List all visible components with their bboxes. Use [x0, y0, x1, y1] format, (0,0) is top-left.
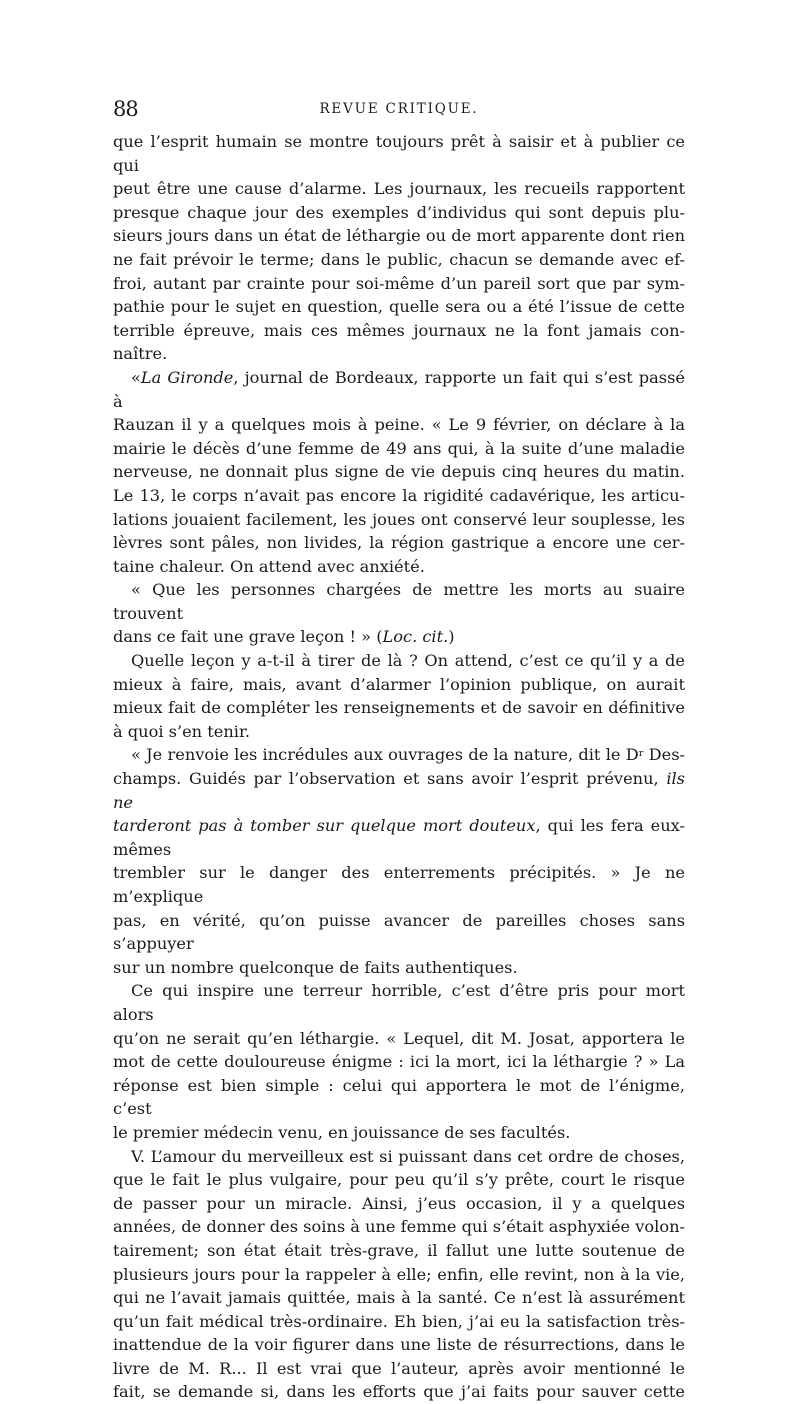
- text-line: froi, autant par crainte pour soi-même d’un pareil sort que par sym-: [113, 273, 685, 293]
- text-line: « Que les personnes chargées de mettre les morts au suaire trouvent: [113, 580, 685, 623]
- text-line: livre de M. R... Il est vrai que l’auteur, après avoir mentionné le: [113, 1358, 685, 1378]
- text-fragment: « Je renvoie les incrédules aux ouvrages de la nature, dit le D: [131, 745, 639, 765]
- text-line: qu’un fait médical très-ordinaire. Eh bien, j’ai eu la satisfaction très-: [113, 1311, 685, 1331]
- text-line: que le fait le plus vulgaire, pour peu qu’il s’y prête, court le risque: [113, 1170, 685, 1190]
- text-line: pathie pour le sujet en question, quelle sera ou a été l’issue de cette: [113, 297, 685, 317]
- text-line: naître.: [113, 344, 168, 364]
- text-line: inattendue de la voir figurer dans une liste de résurrections, dans le: [113, 1335, 685, 1355]
- text-line: à quoi s’en tenir.: [113, 721, 251, 741]
- page-number: 88: [113, 97, 138, 121]
- quote-mark: «: [131, 367, 141, 387]
- text-line: de passer pour un miracle. Ainsi, j’eus occasion, il y a quelques: [113, 1193, 685, 1213]
- text-fragment: ): [448, 627, 455, 647]
- newspaper-title: La Gironde: [140, 367, 234, 387]
- text-line: ne fait prévoir le terme; dans le public, chacun se demande avec ef-: [113, 249, 685, 269]
- text-line: [113, 743, 685, 767]
- text-line: sur un nombre quelconque de faits authentiques.: [113, 957, 518, 977]
- text-line: Quelle leçon y a-t-il à tirer de là ? On attend, c’est ce qu’il y a de: [131, 651, 685, 671]
- text-line: [113, 767, 685, 814]
- text-line: lèvres sont pâles, non livides, la région gastrique a encore une cer-: [113, 533, 685, 553]
- text-line: [113, 814, 685, 861]
- text-fragment: Des-: [643, 745, 685, 765]
- page-header: [113, 96, 685, 130]
- text-line: fait, se demande si, dans les efforts que j’ai faits pour sauver cette: [113, 1382, 685, 1402]
- text-line: tairement; son état était très-grave, il fallut une lutte soutenue de: [113, 1240, 685, 1260]
- book-page: [113, 96, 685, 1404]
- text-line: Le 13, le corps n’avait pas encore la rigidité cadavérique, les articu-: [113, 485, 685, 505]
- text-fragment: , qui les fera eux-mêmes: [113, 816, 685, 859]
- text-line: mieux à faire, mais, avant d’alarmer l’opinion publique, on aurait: [113, 674, 685, 694]
- text-line: presque chaque jour des exemples d’individus qui sont depuis plu-: [113, 202, 685, 222]
- text-line: taine chaleur. On attend avec anxiété.: [113, 556, 425, 576]
- text-line: lations jouaient facilement, les joues ont conservé leur souplesse, les: [113, 509, 685, 529]
- text-fragment: dans ce fait une grave leçon ! » (: [113, 627, 383, 647]
- text-line: peut être une cause d’alarme. Les journaux, les recueils rapportent: [113, 179, 685, 199]
- text-fragment: , journal de Bordeaux, rapporte un fait qui s’est passé à: [113, 367, 685, 411]
- text-line: années, de donner des soins à une femme qui s’était asphyxiée volon-: [113, 1217, 685, 1237]
- text-fragment: champs. Guidés par l’observation et sans avoir l’esprit prévenu,: [113, 769, 667, 789]
- text-line: trembler sur le danger des enterrements précipités. » Je ne m’explique: [113, 863, 685, 906]
- text-line: [113, 625, 685, 649]
- citation: Loc. cit.: [382, 627, 449, 647]
- text-line: mairie le décès d’une femme de 49 ans qui, à la suite d’une maladie: [113, 438, 685, 458]
- text-line: nerveuse, ne donnait plus signe de vie depuis cinq heures du matin.: [113, 462, 685, 482]
- text-line: sieurs jours dans un état de léthargie ou de mort apparente dont rien: [113, 226, 685, 246]
- text-line: terrible épreuve, mais ces mêmes journaux ne la font jamais con-: [113, 320, 685, 340]
- text-line: plusieurs jours pour la rappeler à elle; enfin, elle revint, non à la vie,: [113, 1264, 685, 1284]
- text-line: [113, 366, 685, 413]
- text-line: mot de cette douloureuse énigme : ici la mort, ici la léthargie ? » La: [113, 1052, 685, 1072]
- text-line: Rauzan il y a quelques mois à peine. « Le 9 février, on déclare à la: [113, 415, 685, 435]
- text-line: mieux fait de compléter les renseignements et de savoir en définitive: [113, 698, 685, 718]
- text-line: qui ne l’avait jamais quittée, mais à la santé. Ce n’est là assurément: [113, 1288, 685, 1308]
- text-line: le premier médecin venu, en jouissance de ses facultés.: [113, 1122, 571, 1142]
- running-head: REVUE CRITIQUE.: [319, 101, 479, 117]
- italic-quote: tarderont pas à tomber sur quelque mort douteux: [113, 816, 536, 836]
- text-line: qu’on ne serait qu’en léthargie. « Lequel, dit M. Josat, apportera le: [113, 1028, 685, 1048]
- italic-quote: ils ne: [113, 769, 685, 812]
- superscript: r: [638, 748, 644, 760]
- text-line: Ce qui inspire une terreur horrible, c’est d’être pris pour mort alors: [113, 981, 685, 1024]
- body-text: [113, 130, 685, 1404]
- text-line: pas, en vérité, qu’on puisse avancer de pareilles choses sans s’appuyer: [113, 910, 685, 954]
- text-line: V. L’amour du merveilleux est si puissant dans cet ordre de choses,: [131, 1146, 685, 1166]
- text-line: que l’esprit humain se montre toujours prêt à saisir et à publier ce qui: [113, 132, 685, 175]
- text-line: réponse est bien simple : celui qui apportera le mot de l’énigme, c’est: [113, 1075, 685, 1119]
